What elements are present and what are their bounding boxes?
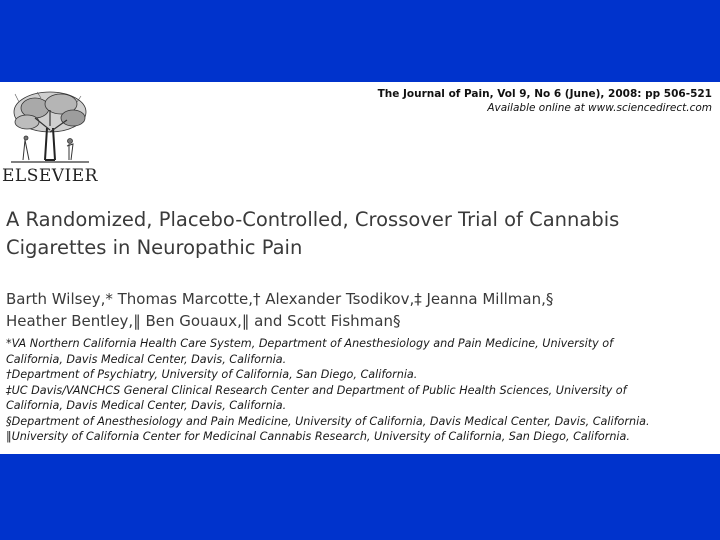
title-line-1: A Randomized, Placebo-Controlled, Crossover Trial of Cannabis: [6, 208, 620, 231]
tree-icon: [7, 88, 93, 168]
title-line-2: Cigarettes in Neuropathic Pain: [6, 236, 303, 259]
affiliation-line: ‖University of California Center for Medicinal Cannabis Research, University of California, San Diego, California.: [6, 430, 630, 443]
affiliation-line: California, Davis Medical Center, Davis, California.: [6, 399, 287, 412]
online-availability: Available online at www.sciencedirect.com: [487, 102, 712, 114]
publisher-name: ELSEVIER: [2, 166, 98, 186]
journal-info: [378, 88, 712, 114]
article-title: [6, 206, 706, 262]
affiliation-line: †Department of Psychiatry, University of California, San Diego, California.: [6, 368, 418, 381]
authors-line-2: Heather Bentley,‖ Ben Gouaux,‖ and Scott Fishman§: [6, 312, 401, 330]
affiliation-line: §Department of Anesthesiology and Pain Medicine, University of California, Davis Medical Center, Davis, California.: [6, 414, 650, 428]
affiliation-line: California, Davis Medical Center, Davis, California.: [6, 352, 287, 366]
paper-header-clipping: [0, 82, 720, 454]
affiliation-line: *VA Northern California Health Care System, Department of Anesthesiology and Pain Medicine, University of: [6, 337, 614, 350]
author-list: [6, 288, 706, 332]
journal-citation: The Journal of Pain, Vol 9, No 6 (June), 2008: pp 506-521: [377, 88, 712, 100]
authors-line-1: Barth Wilsey,* Thomas Marcotte,† Alexander Tsodikov,‡ Jeanna Millman,§: [6, 290, 554, 308]
affiliation-line: ‡UC Davis/VANCHCS General Clinical Research Center and Department of Public Health Sciences, University of: [6, 383, 627, 397]
affiliation-list: [6, 336, 711, 445]
